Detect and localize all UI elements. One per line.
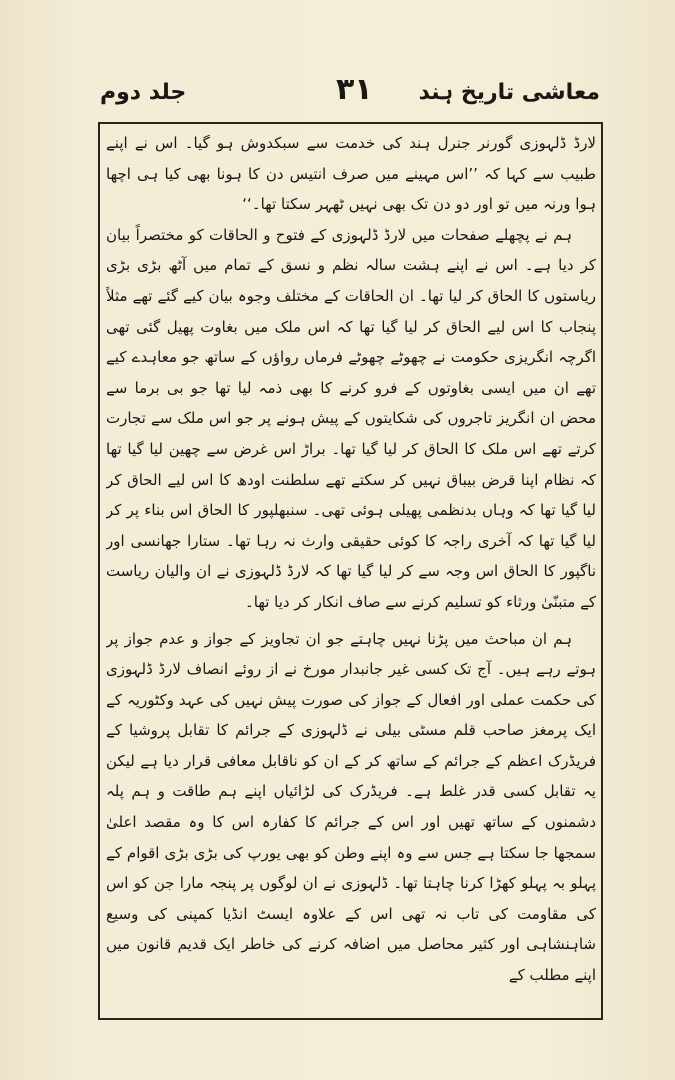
body-text	[106, 128, 596, 1014]
paragraph: ہم ان مباحث میں پڑنا نہیں چاہتے جو ان تجاویز کے جواز و عدم جواز پر ہوتے رہے ہیں۔ آج تک کسی غیر جانبدار مورخ نے از روئے انصاف لارڈ ڈلہوزی کی حکمت عملی اور افعال کے جواز کی صورت پیش نہیں کی عہد وکٹوریہ کے ایک پرمغز صاحب قلم مسٹی بیلی نے ڈلہوزی کے جرائم کا تقابل پروشیا کے فریڈرک اعظم کے جرائم کے ساتھ کر کے ان کو ناقابل معافی قرار دیا ہے لیکن یہ تقابل کسی قدر غلط ہے۔ فریڈرک کی لڑائیاں اپنے ہم طاقت و ہم پلہ دشمنوں کے ساتھ تھیں اور اس کے جرائم کا کفارہ اس کا وہ مقصد اعلیٰ سمجھا جا سکتا ہے جس سے وہ اپنے وطن کو بھی یورپ کی بڑی بڑی اقوام کے پہلو بہ پہلو کھڑا کرنا چاہتا تھا۔ ڈلہوزی نے ان لوگوں پر پنجہ مارا جن کو اس کی مقاومت کی تاب نہ تھی اس کے علاوہ ایسٹ انڈیا کمپنی کی وسیع شاہنشاہی اور کثیر محاصل میں اضافہ کرنے کی خاطر ایک قدیم قانون میں اپنے مطلب کے	[106, 629, 596, 985]
page-number: ۳۱	[336, 72, 373, 107]
running-header	[100, 72, 600, 122]
book-title: معاشی تاریخ ہند	[418, 80, 600, 105]
paragraph: لارڈ ڈلہوزی گورنر جنرل ہند کی خدمت سے سبکدوش ہو گیا۔ اس نے اپنے طبیب سے کہا کہ ’’اس مہینے میں صرف انتیس دن کا ہونا بھی کیا ہی اچھا ہوا ورنہ میں تو اور دو دن تک بھی نہیں ٹھہر سکتا تھا۔‘‘	[106, 134, 596, 214]
paragraph: ہم نے پچھلے صفحات میں لارڈ ڈلہوزی کے فتوح و الحاقات کو مختصراً بیان کر دیا ہے۔ اس نے اپنے ہشت سالہ نظم و نسق کے تمام میں آٹھ بڑی بڑی ریاستوں کا الحاق کر لیا تھا۔ ان الحاقات کے مختلف وجوہ بیان کیے گئے تھے مثلاً پنجاب کا اس لیے الحاق کر لیا گیا تھا کہ اس ملک میں بغاوت پھیل گئی تھی اگرچہ انگریزی حکومت نے چھوٹے چھوٹے فرماں رواؤں کے ساتھ جو معاہدے کیے تھے ان میں ایسی بغاوتوں کے فرو کرنے کا بھی ذمہ لیا تھا جو بی برما سے محض ان انگریز تاجروں کی شکایتوں کے پیش ہونے پر جو اس ملک سے تجارت کرتے تھے اس ملک کا الحاق کر لیا گیا تھا۔ براڑ اس غرض سے چھین لیا گیا تھا کہ نظام اپنا قرض بیباق نہیں کر سکتے تھے سلطنت اودھ کا اس لیے الحاق کر لیا گیا تھا کہ وہاں بدنظمی پھیلی ہوئی تھی۔ سنبھلپور کا الحاق اس بناء پر کر لیا گیا تھا کہ آخری راجہ کا کوئی حقیقی وارث نہ رہا تھا۔ ستارا جھانسی اور ناگپور کا الحاق اس وجہ سے کر لیا گیا تھا کہ لارڈ ڈلہوزی نے ان والیان ریاست کے متبنّیٰ ورثاء کو تسلیم کرنے سے صاف انکار کر دیا تھا۔	[106, 225, 596, 611]
volume-label: جلد دوم	[100, 80, 187, 105]
